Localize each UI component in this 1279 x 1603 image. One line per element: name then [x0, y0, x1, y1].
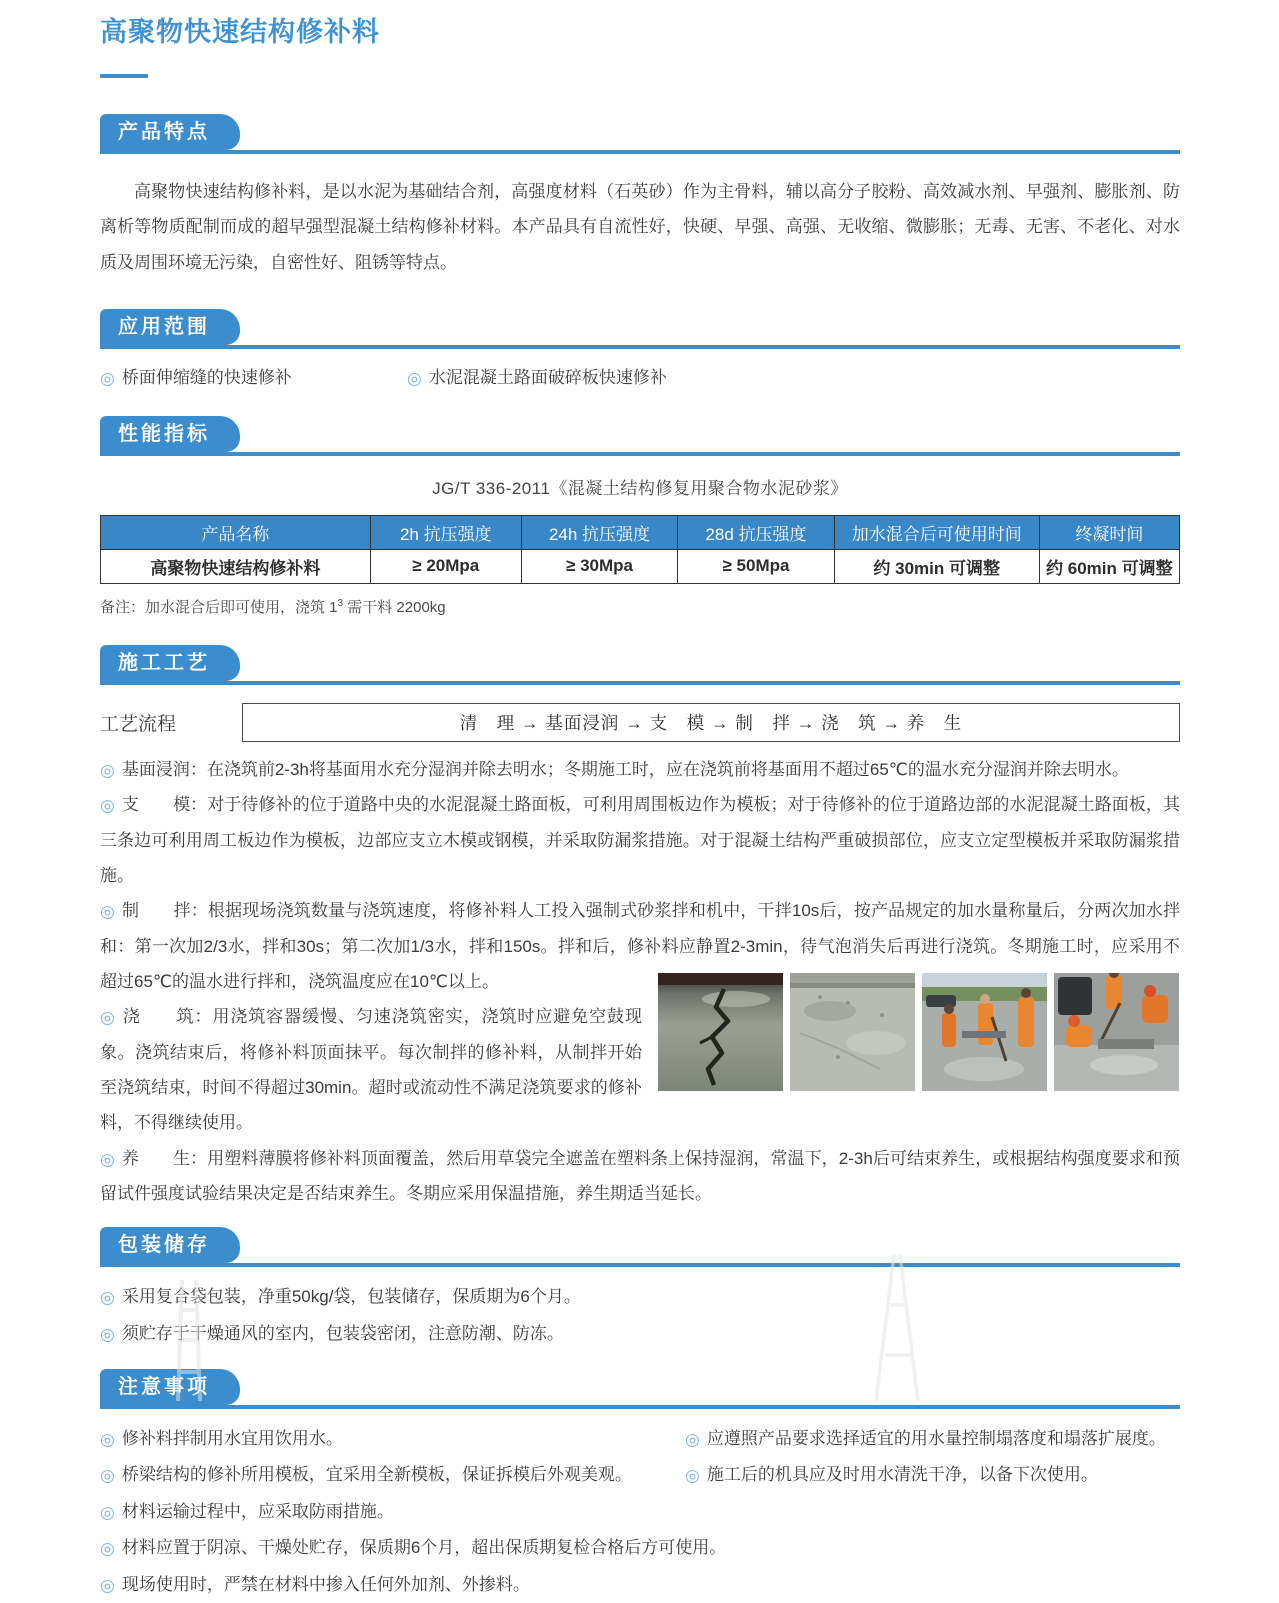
cracked-pavement-photo: [658, 973, 783, 1091]
list-item: [100, 1316, 1180, 1353]
notes-row: [100, 1457, 1180, 1494]
double-circle-bullet-icon: ◎: [100, 1288, 115, 1308]
note-text: 材料应置于阴凉、干燥处贮存，保质期6个月，超出保质期复检合格后方可使用。: [121, 1538, 727, 1558]
list-item: [100, 1421, 685, 1458]
double-circle-bullet-icon: ◎: [685, 1466, 700, 1486]
step-text: 养 生：用塑料薄膜将修补料顶面覆盖，然后用草袋完全遮盖在塑料条上保持湿润，常温下，2-3h后可结束养生，或根据结构强度要求和预留试件强度试验结果决定是否结束养生。冬期应采用保温措施，养生期适当延长。: [100, 1148, 1180, 1204]
packaging-text: 须贮存于干燥通风的室内，包装袋密闭，注意防潮、防冻。: [121, 1324, 564, 1344]
col-header: 28d 抗压强度: [678, 515, 834, 549]
double-circle-bullet-icon: ◎: [100, 1325, 115, 1345]
packaging-list: [100, 1279, 1180, 1352]
section-header-notes: [100, 1369, 1180, 1409]
note-text: 施工后的机具应及时用水清洗干净，以备下次使用。: [706, 1465, 1098, 1485]
process-steps: [100, 752, 1180, 1212]
application-label: 水泥混凝土路面破碎板快速修补: [428, 367, 667, 387]
standard-reference: JG/T 336-2011《混凝土结构修复用聚合物水泥砂浆》: [432, 478, 848, 498]
process-step: [100, 1141, 1180, 1212]
table-cell: ≥ 20Mpa: [370, 549, 521, 583]
list-item: [100, 1279, 1180, 1316]
col-header: 产品名称: [101, 515, 371, 549]
flow-label: 工艺流程: [100, 713, 177, 735]
double-circle-bullet-icon: ◎: [100, 1429, 115, 1449]
double-circle-bullet-icon: ◎: [100, 760, 115, 780]
section-header-applications: [100, 309, 1180, 349]
features-paragraph: 高聚物快速结构修补料，是以水泥为基础结合剂，高强度材料（石英砂）作为主骨料，辅以高分子胶粉、高效减水剂、早强剂、膨胀剂、防离析等物质配制而成的超早强型混凝土结构修补材料。本产品具有自流性好，快硬、早强、高强、无收缩、微膨胀；无毒、无害、不老化、对水质及周围环境无污染，自密性好、阻锈等特点。: [100, 181, 1180, 273]
double-circle-bullet-icon: ◎: [100, 1575, 115, 1595]
double-circle-bullet-icon: ◎: [100, 796, 115, 816]
double-circle-bullet-icon: ◎: [100, 1502, 115, 1522]
notes-list: [100, 1421, 1180, 1603]
table-footnote: [100, 596, 1180, 617]
footnote-superscript: 3: [337, 597, 344, 609]
damaged-slab-photo: [790, 973, 915, 1091]
application-label: 桥面伸缩缝的快速修补: [121, 367, 292, 387]
section-header-process: [100, 645, 1180, 685]
table-cell: 约 60min 可调整: [1039, 549, 1179, 583]
process-flow: [100, 703, 1180, 742]
note-text: 应遵照产品要求选择适宜的用水量控制塌落度和塌落扩展度。: [706, 1428, 1166, 1448]
list-item: [100, 1530, 1180, 1567]
packaging-text: 采用复合袋包装，净重50kg/袋，包装储存，保质期为6个月。: [121, 1287, 581, 1307]
col-header: 加水混合后可使用时间: [834, 515, 1039, 549]
double-circle-bullet-icon: ◎: [100, 1539, 115, 1559]
applications-list: [100, 363, 1180, 388]
table-cell: 约 30min 可调整: [834, 549, 1039, 583]
double-circle-bullet-icon: ◎: [100, 1466, 115, 1486]
section-tab-notes: 注意事项: [100, 1369, 240, 1405]
col-header: 2h 抗压强度: [370, 515, 521, 549]
flow-diagram-box: 清 理 → 基面浸润 → 支 模 → 制 拌 → 浇 筑 → 养 生: [242, 703, 1180, 742]
section-tab-process: 施工工艺: [100, 645, 240, 681]
step-text: 浇 筑：用浇筑容器缓慢、匀速浇筑密实，浇筑时应避免空鼓现象。浇筑结束后，将修补料顶面抹平。每次制拌的修补料，从制拌开始至浇筑结束，时间不得超过30min。超时或流动性不满足浇筑要求的修补料，不得继续使用。: [100, 1007, 642, 1133]
section-tab-applications: 应用范围: [100, 309, 240, 345]
list-item: [100, 1457, 685, 1494]
list-item: [100, 1567, 1180, 1603]
step-text: 制 拌：根据现场浇筑数量与浇筑速度，将修补料人工投入强制式砂浆拌和机中，干拌10s后，按产品规定的加水量称量后，分两次加水拌和：第一次加2/3水，拌和30s；第二次加1/3水，拌和150s。拌和后，修补料应静置2-3min，待气泡消失后再进行浇筑。冬期施工时，应采用不超过65℃的温水进行拌和，浇筑温度应在10℃以上。: [100, 901, 1180, 991]
note-text: 桥梁结构的修补所用模板，宜采用全新模板，保证拆模后外观美观。: [121, 1465, 632, 1485]
double-circle-bullet-icon: ◎: [100, 1149, 115, 1169]
table-header-row: [101, 515, 1180, 549]
title-underline: [100, 74, 148, 78]
list-item: [100, 1494, 1180, 1531]
section-tab-performance: 性能指标: [100, 416, 240, 452]
list-item: [685, 1457, 1180, 1494]
process-step: [100, 752, 1180, 787]
section-tab-packaging: 包装储存: [100, 1227, 240, 1263]
pouring-repair-crew-photo: [1054, 973, 1179, 1091]
section-tab-features: 产品特点: [100, 114, 240, 150]
step-text: 支 模：对于待修补的位于道路中央的水泥混凝土路面板，可利用周围板边作为模板；对于待修补的位于道路边部的水泥混凝土路面板，其三条边可利用周工板边作为模板，边部应支立木模或钢模，并采取防漏浆措施。对于混凝土结构严重破损部位，应支立定型模板并采取防漏浆措施。: [100, 795, 1180, 885]
table-cell: ≥ 50Mpa: [678, 549, 834, 583]
double-circle-bullet-icon: ◎: [100, 902, 116, 922]
note-text: 现场使用时，严禁在材料中掺入任何外加剂、外掺料。: [121, 1574, 530, 1594]
footnote-text: 备注：加水混合后即可使用，浇筑 1: [100, 598, 338, 616]
table-cell: ≥ 30Mpa: [521, 549, 677, 583]
double-circle-bullet-icon: ◎: [685, 1429, 700, 1449]
double-circle-bullet-icon: ◎: [407, 368, 422, 388]
notes-row: [100, 1421, 1180, 1458]
note-text: 材料运输过程中，应采取防雨措施。: [121, 1501, 394, 1521]
section-header-performance: [100, 416, 1180, 456]
process-step: [100, 787, 1180, 893]
section-header-packaging: [100, 1227, 1180, 1267]
site-photo-strip: [658, 973, 1180, 1091]
table-cell: 高聚物快速结构修补料: [101, 549, 371, 583]
double-circle-bullet-icon: ◎: [100, 1008, 116, 1028]
page-title: 高聚物快速结构修补料: [100, 17, 380, 47]
col-header: 终凝时间: [1039, 515, 1179, 549]
list-item: [100, 363, 407, 388]
col-header: 24h 抗压强度: [521, 515, 677, 549]
footnote-text: 需干料 2200kg: [343, 598, 446, 616]
double-circle-bullet-icon: ◎: [100, 368, 115, 388]
list-item: [407, 363, 667, 388]
step-text: 基面浸润：在浇筑前2-3h将基面用水充分湿润并除去明水；冬期施工时，应在浇筑前将基面用不超过65℃的温水充分湿润并除去明水。: [121, 759, 1129, 779]
note-text: 修补料拌制用水宜用饮用水。: [121, 1428, 343, 1448]
section-header-features: [100, 114, 1180, 154]
road-repair-crew-photo: [922, 973, 1047, 1091]
performance-table: [100, 515, 1180, 584]
table-row: [101, 549, 1180, 583]
list-item: [685, 1421, 1180, 1458]
